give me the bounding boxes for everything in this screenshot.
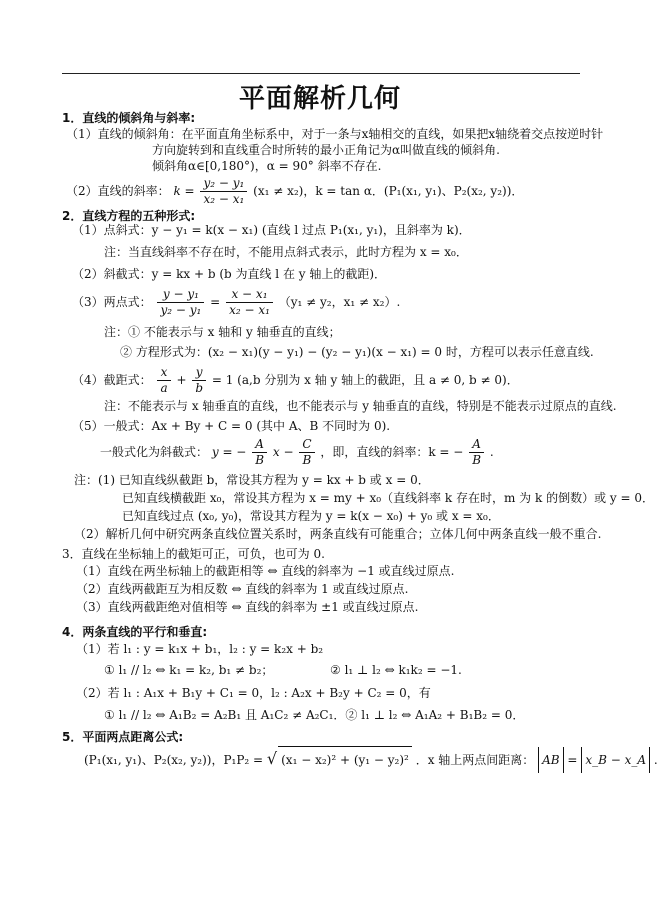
s2-ic-den-2: b [195,381,204,395]
s2-g2s-den-3: B [472,453,482,467]
s1-slope-rest: (x₁ ≠ x₂)，k = tan α．(P₁(x₁, y₁)、P₂(x₂, y₂))． [253,184,524,198]
s2-intercept-label: （4）截距式： [72,373,152,387]
s2-g2s-frac-2 [299,437,314,468]
s4-case-1a: ① l₁ // l₂ ⇔ k₁ = k₂, b₁ ≠ b₂； [104,663,274,677]
s2-g2s-frac-1 [252,437,267,468]
s2-general-to-slope [100,436,494,468]
s2-g2s-den-2: B [302,453,312,467]
s2-ic-num-1: x [157,365,170,381]
s2-point-slope: （1）点斜式：y − y₁ = k(x − x₁) (直线 l 过点 P₁(x₁, y₁)，且斜率为 k)． [72,223,471,237]
s2-ic-rest: = 1 (a,b 分别为 x 轴 y 轴上的截距，且 a ≠ 0, b ≠ 0)． [211,373,519,387]
s2-g2s-x: x − [272,445,294,459]
s5-d3: = [567,753,578,767]
s1-slope-label: （2）直线的斜率： [66,184,170,198]
s2-g2s-num-2: C [299,437,314,453]
s2-ic-plus: + [176,373,187,387]
top-rule [62,73,580,74]
s2-slope-intercept: （2）斜截式：y = kx + b (b 为直线 l 在 y 轴上的截距)． [72,267,387,281]
s1-p1a: （1）直线的倾斜角：在平面直角坐标系中，对于一条与x轴相交的直线，如果把x轴绕着交点按逆时针 [66,127,604,141]
page-title: 平面解析几何 [238,84,401,114]
s5-abs-ab: AB [538,747,563,773]
s2-ic-frac-1 [157,365,170,396]
s2-two-point-label: （3）两点式： [72,295,152,309]
section-3-heading: 3．直线在坐标轴上的截矩可正，可负，也可为 0. [62,547,325,561]
s2-intercept-note: 注：不能表示与 x 轴垂直的直线，也不能表示与 y 轴垂直的直线，特别是不能表示过原点的直线. [104,399,617,413]
s2-g2s-frac-3 [469,437,484,468]
section-4-heading: 4．两条直线的平行和垂直: [62,625,208,639]
s1-k: k = [173,184,195,198]
s2-tp-eq: = [210,295,221,309]
s2-ic-frac-2 [192,365,206,396]
s2-g2s-mid: ，即，直线的斜率：k = − [320,445,464,459]
s3-item-2: （2）直线两截距互为相反数 ⇔ 直线的斜率为 1 或直线过原点. [76,582,409,596]
s5-abs-xb-xa: x_B − x_A [581,747,650,773]
s4-case-2: （2）若 l₁ : A₁x + B₁y + C₁ = 0，l₂ : A₂x + B₂y + C₂ = 0，有 [76,686,431,700]
s5-d2: ．x 轴上两点间距离： [415,753,535,767]
s2-tp-frac-1 [157,287,204,318]
s4-case-1b: ② l₁ ⊥ l₂ ⇔ k₁k₂ = −1. [330,663,462,677]
s2-g2s-end: . [489,445,494,459]
s2-tp-frac-2 [226,287,273,318]
section-5-heading: 5．平面两点距离公式: [62,730,184,744]
s2-point-slope-note: 注：当直线斜率不存在时，不能用点斜式表示，此时方程为 x = x₀． [104,245,468,259]
s2-note-3: 已知直线过点 (x₀, y₀)，常设其方程为 y = k(x − x₀) + y₀ 或 x = x₀． [122,509,500,523]
s1-slope-line [66,175,523,207]
s4-case-2a: ① l₁ // l₂ ⇔ A₁B₂ = A₂B₁ 且 A₁C₂ ≠ A₂C₁．② l₁ ⊥ l₂ ⇔ A₁A₂ + B₁B₂ = 0． [104,708,525,722]
s5-d4: . [653,753,658,767]
s1-slope-den: x₂ − x₁ [203,192,245,206]
s2-general-form: （5）一般式：Ax + By + C = 0 (其中 A、B 不同时为 0). [72,419,391,433]
s2-g2s-num-1: A [252,437,267,453]
s2-tp-den-1: y₂ − y₁ [160,303,202,317]
section-1-heading: 1．直线的倾斜角与斜率: [62,111,196,125]
s5-radicand: (x₁ − x₂)² + (y₁ − y₂)² [278,746,412,773]
s3-item-1: （1）直线在两坐标轴上的截距相等 ⇔ 直线的斜率为 −1 或直线过原点. [76,564,455,578]
s2-ic-num-2: y [192,365,206,381]
s2-g2s-num-3: A [469,437,484,453]
s2-tp-num-1: y − y₁ [157,287,204,303]
s3-item-3: （3）直线两截距绝对值相等 ⇔ 直线的斜率为 ±1 或直线过原点. [76,600,419,614]
s2-g2s-den-1: B [255,453,265,467]
s2-tp-den-2: x₂ − x₁ [229,303,270,317]
s1-p1c: 倾斜角α∈[0,180°)，α = 90° 斜率不存在. [152,159,382,173]
s4-case-1: （1）若 l₁ : y = k₁x + b₁，l₂ : y = k₂x + b₂ [76,642,324,656]
s2-note-4: （2）解析几何中研究两条直线位置关系时，两条直线有可能重合；立体几何中两条直线一般不重合. [74,527,602,541]
s2-two-point [72,286,400,318]
s2-note-2: 已知直线横截距 x₀，常设其方程为 x = my + x₀（直线斜率 k 存在时，m 为 k 的倒数）或 y = 0． [122,491,654,505]
s1-slope-fraction [200,176,247,207]
s1-slope-num: y₂ − y₁ [200,176,247,192]
s2-tp-num-2: x − x₁ [226,287,273,303]
s2-intercept-form [72,364,519,396]
s5-d1: (P₁(x₁, y₁)、P₂(x₂, y₂))，P₁P₂ = [84,753,264,767]
s2-g2s-y: y = − [211,445,247,459]
s2-note-1: 注：(1) 已知直线纵截距 b，常设其方程为 y = kx + b 或 x = 0． [74,473,430,487]
s2-two-point-note-2: ② 方程形式为：(x₂ − x₁)(y − y₁) − (y₂ − y₁)(x − x₁) = 0 时，方程可以表示任意直线. [120,345,594,359]
s2-ic-den-1: a [160,381,168,395]
s1-p1b: 方向旋转到和直线重合时所转的最小正角记为α叫做直线的倾斜角. [152,143,500,157]
section-2-heading: 2．直线方程的五种形式: [62,209,196,223]
s2-g2s-label: 一般式化为斜截式： [100,445,209,459]
s2-two-point-note-1: 注：① 不能表示与 x 轴和 y 轴垂直的直线； [104,325,341,339]
radical-sign-icon: √ [266,749,278,768]
s2-tp-rest: （y₁ ≠ y₂，x₁ ≠ x₂）. [278,295,401,309]
s5-distance-formula [84,746,658,773]
